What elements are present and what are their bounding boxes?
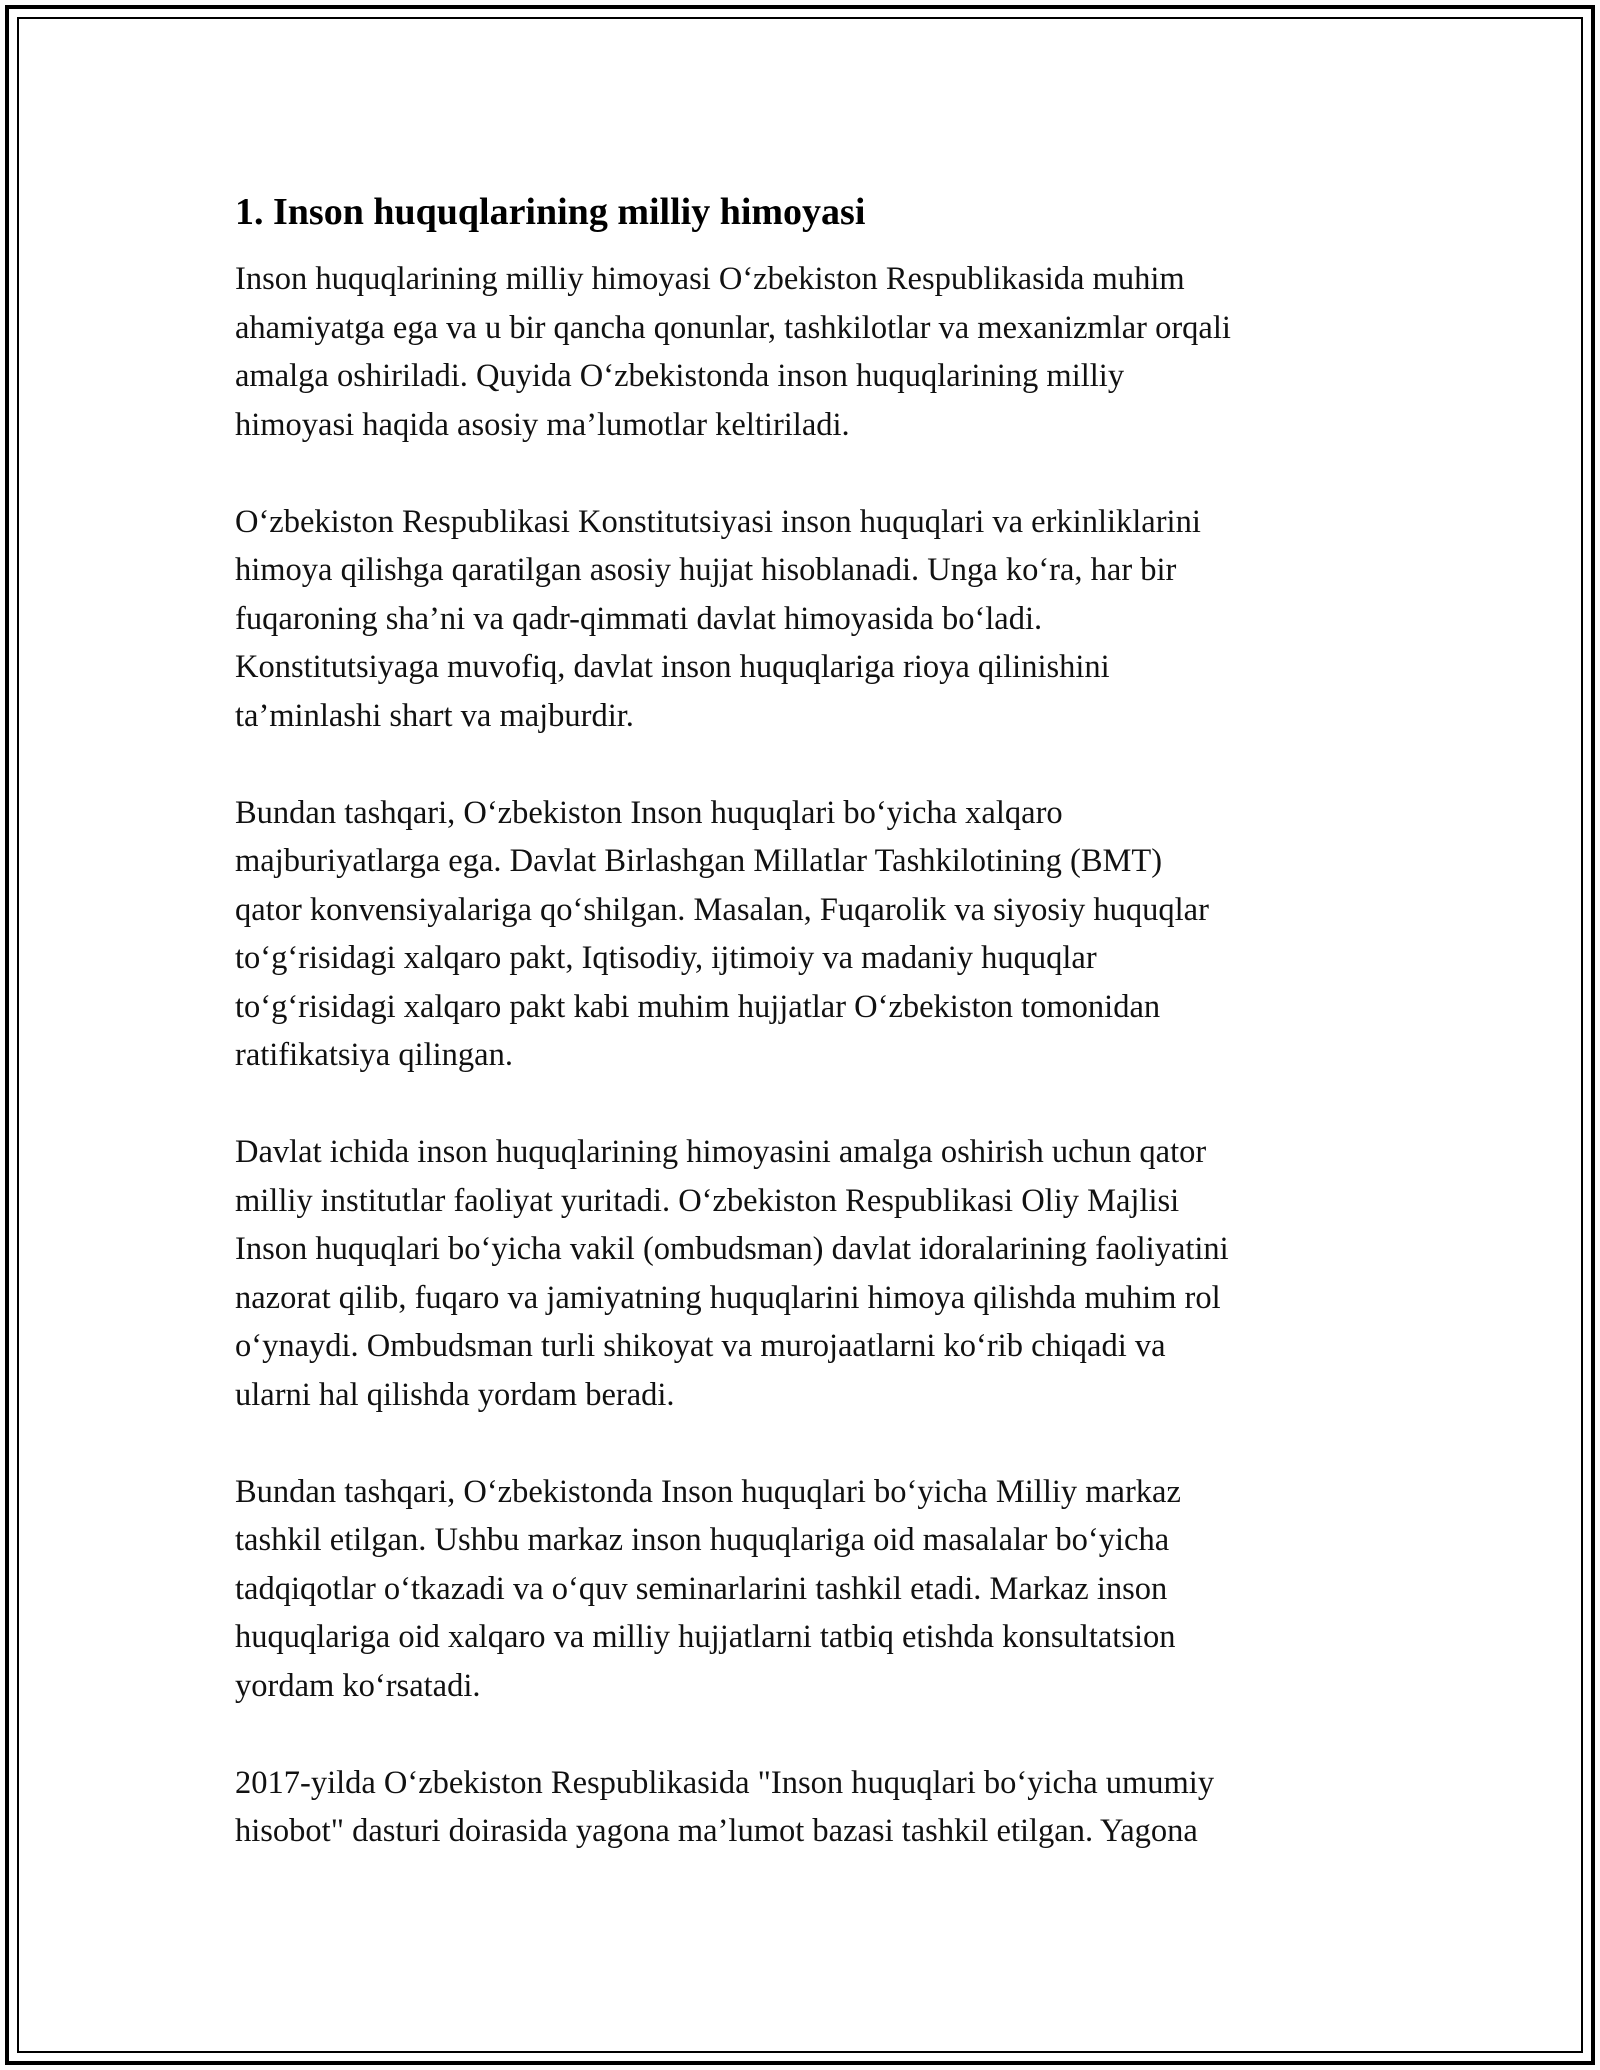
paragraph-line: Bundan tashqari, O‘zbekiston Inson huquqlari bo‘yicha xalqaro xyxy=(235,794,1063,831)
paragraph-6 xyxy=(235,1759,1385,1856)
paragraph-line: Inson huquqlarining milliy himoyasi O‘zbekiston Respublikasida muhim xyxy=(235,261,1185,297)
paragraph-line: Davlat ichida inson huquqlarining himoyasini amalga oshirish uchun qator xyxy=(235,1134,1207,1170)
section-heading: 1. Inson huquqlarining milliy himoyasi xyxy=(235,191,866,233)
paragraph-line: Konstitutsiyaga muvofiq, davlat inson huquqlariga rioya qilinishini xyxy=(235,649,1110,685)
paragraph-line: amalga oshiriladi. Quyida O‘zbekistonda inson huquqlarining milliy xyxy=(235,358,1125,394)
paragraph-line: o‘ynaydi. Ombudsman turli shikoyat va murojaatlarni ko‘rib chiqadi va xyxy=(235,1328,1166,1364)
paragraphs-container xyxy=(235,255,1385,1856)
paragraph-line: ta’minlashi shart va majburdir. xyxy=(235,697,634,734)
paragraph-2 xyxy=(235,498,1385,741)
paragraph-1 xyxy=(235,255,1385,449)
paragraph-line: Inson huquqlari bo‘yicha vakil (ombudsman) davlat idoralarining faoliyatini xyxy=(235,1231,1229,1267)
paragraph-line: yordam ko‘rsatadi. xyxy=(235,1667,481,1704)
paragraph-5 xyxy=(235,1468,1385,1711)
paragraph-line: majburiyatlarga ega. Davlat Birlashgan Millatlar Tashkilotining (BMT) xyxy=(235,843,1163,879)
paragraph-3 xyxy=(235,789,1385,1080)
paragraph-line: to‘g‘risidagi xalqaro pakt, Iqtisodiy, ijtimoiy va madaniy huquqlar xyxy=(235,940,1097,976)
paragraph-line: 2017-yilda O‘zbekiston Respublikasida "Inson huquqlari bo‘yicha umumiy xyxy=(235,1764,1215,1801)
paragraph-line: tashkil etilgan. Ushbu markaz inson huquqlariga oid masalalar bo‘yicha xyxy=(235,1522,1170,1558)
paragraph-line: tadqiqotlar o‘tkazadi va o‘quv seminarlarini tashkil etadi. Markaz inson xyxy=(235,1570,1168,1607)
paragraph-line: O‘zbekiston Respublikasi Konstitutsiyasi inson huquqlari va erkinliklarini xyxy=(235,503,1201,540)
paragraph-line: ularni hal qilishda yordam beradi. xyxy=(235,1376,675,1413)
paragraph-4 xyxy=(235,1128,1385,1419)
paragraph-line: nazorat qilib, fuqaro va jamiyatning huquqlarini himoya qilishda muhim rol xyxy=(235,1279,1221,1316)
paragraph-line: Bundan tashqari, O‘zbekistonda Inson huquqlari bo‘yicha Milliy markaz xyxy=(235,1473,1181,1510)
paragraph-line: to‘g‘risidagi xalqaro pakt kabi muhim hujjatlar O‘zbekiston tomonidan xyxy=(235,988,1161,1025)
paragraph-line: ratifikatsiya qilingan. xyxy=(235,1037,513,1073)
paragraph-line: fuqaroning sha’ni va qadr-qimmati davlat himoyasida bo‘ladi. xyxy=(235,600,1043,637)
paragraph-line: hisobot" dasturi doirasida yagona ma’lumot bazasi tashkil etilgan. Yagona xyxy=(235,1813,1198,1849)
paragraph-line: milliy institutlar faoliyat yuritadi. O‘zbekiston Respublikasi Oliy Majlisi xyxy=(235,1182,1180,1219)
document-body xyxy=(235,186,1385,1904)
paragraph-line: qator konvensiyalariga qo‘shilgan. Masalan, Fuqarolik va siyosiy huquqlar xyxy=(235,891,1209,928)
paragraph-line: ahamiyatga ega va u bir qancha qonunlar, tashkilotlar va mexanizmlar orqali xyxy=(235,309,1231,346)
paragraph-line: huquqlariga oid xalqaro va milliy hujjatlarni tatbiq etishda konsultatsion xyxy=(235,1619,1176,1655)
paragraph-line: himoya qilishga qaratilgan asosiy hujjat hisoblanadi. Unga ko‘ra, har bir xyxy=(235,552,1177,588)
paragraph-line: himoyasi haqida asosiy ma’lumotlar keltiriladi. xyxy=(235,406,850,443)
